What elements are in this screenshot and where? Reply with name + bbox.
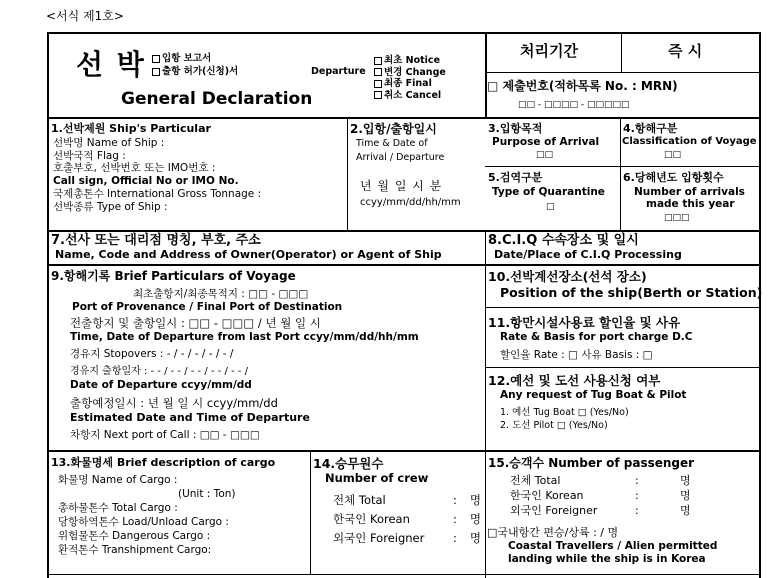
form-number: <서식 제1호> xyxy=(46,9,124,23)
s9-est-departure-en: Estimated Date and Time of Departure xyxy=(70,411,310,424)
s13-fields xyxy=(58,473,236,557)
s9-last-port[interactable]: 전출항지 및 출항일시 : □□ - □□□ / 년 월 일 시 xyxy=(70,316,321,330)
s9-est-departure[interactable]: 출항예정일시 : 년 월 일 시 ccyy/mm/dd xyxy=(70,396,278,410)
s15-coastal[interactable]: □국내항간 편승/상륙 : / 명 xyxy=(487,526,619,539)
s9-stopover-dates[interactable]: 경유지 출항일자 : - - / - - / - - / - - / - - / xyxy=(70,366,248,377)
hline-row1-bottom xyxy=(47,230,761,232)
s15-total-row[interactable]: 전체 Total : 명 xyxy=(510,474,691,487)
s1-tonnage[interactable]: 국제총톤수 International Gross Tonnage : xyxy=(53,187,262,200)
vline-s1-s2 xyxy=(347,118,348,230)
s13-unit: (Unit : Ton) xyxy=(178,488,236,500)
s3-box[interactable]: □□ xyxy=(536,150,554,160)
s13-title: 13.화물명세 Brief description of cargo xyxy=(51,456,276,469)
s1-title: 1.선박제원 Ship's Particular xyxy=(51,122,211,135)
s6-title: 6.당해년도 입항횟수 xyxy=(623,171,724,184)
s2-sub2: Arrival / Departure xyxy=(356,152,445,163)
frame-left xyxy=(47,32,49,578)
s1-call-sign-kr[interactable]: 호출부호, 선박번호 또는 IMO번호 : xyxy=(53,162,216,175)
vline-s3-s4 xyxy=(620,118,621,230)
opt-departure xyxy=(152,67,238,77)
s12-en: Any request of Tug Boat & Pilot xyxy=(500,389,687,401)
title-korean: 선 박 xyxy=(76,48,146,81)
s11-title: 11.항만시설사용료 할인율 및 사유 xyxy=(488,315,681,330)
processing-period-label: 처리기간 xyxy=(520,42,578,60)
s12-title: 12.예선 및 도선 사용신청 여부 xyxy=(488,373,661,388)
s6-en1: Number of arrivals xyxy=(634,186,745,198)
opt-entry xyxy=(152,54,211,64)
vline-s14-s15 xyxy=(485,450,486,578)
s12-tug[interactable]: 1. 예선 Tug Boat □ (Yes/No) xyxy=(500,407,629,418)
hline-bottom-partial xyxy=(47,574,761,575)
s5-en: Type of Quarantine xyxy=(492,186,605,198)
s13-cargo-name[interactable]: 화물명 Name of Cargo : xyxy=(58,474,178,486)
s14-korean-row[interactable]: 한국인 Korean : 명 xyxy=(333,512,481,526)
departure-label: Departure xyxy=(311,66,366,77)
s8-title: 8.C.I.Q 수속장소 및 일시 xyxy=(488,233,639,248)
s1-call-sign-en: Call sign, Official No or IMO No. xyxy=(53,175,239,188)
s13-dangerous[interactable]: 위험물톤수 Dangerous Cargo : xyxy=(58,530,211,542)
s12-pilot[interactable]: 2. 도선 Pilot □ (Yes/No) xyxy=(500,420,608,431)
s5-title: 5.검역구분 xyxy=(488,171,543,184)
s11-en: Rate & Basis for port charge D.C xyxy=(500,331,693,343)
s14-en: Number of crew xyxy=(325,471,429,485)
header-vline-main xyxy=(485,32,487,118)
s6-box[interactable]: □□□ xyxy=(664,213,690,223)
hline-row3-bottom xyxy=(47,450,761,452)
header-divider xyxy=(47,117,761,119)
s1-fields xyxy=(53,137,261,213)
checkbox-departure[interactable] xyxy=(152,68,160,76)
s4-en: Classification of Voyage xyxy=(622,136,757,147)
vline-s13-s14 xyxy=(310,450,311,575)
s9-last-port-en: Time, Date of Departure from last Port ccyy/mm/dd/hh/mm xyxy=(70,331,419,343)
title-english: General Declaration xyxy=(121,89,313,109)
s15-rows xyxy=(510,473,720,518)
s1-ship-type[interactable]: 선박종류 Type of Ship : xyxy=(53,200,168,213)
s3-en: Purpose of Arrival xyxy=(492,136,600,148)
s15-title: 15.승객수 Number of passenger xyxy=(488,456,695,470)
submission-no-format: □□ - □□□□ - □□□□□ xyxy=(518,100,630,110)
s10-title: 10.선박계선장소(선석 장소) xyxy=(488,269,647,284)
s15-korean-row[interactable]: 한국인 Korean : 명 xyxy=(510,489,691,502)
s2-title: 2.입항/출항일시 xyxy=(350,122,437,136)
s9-departure-date: Date of Departure ccyy/mm/dd xyxy=(70,379,252,391)
s2-date-kr[interactable]: 년 월 일 시 분 xyxy=(360,179,443,193)
s14-foreigner-row[interactable]: 외국인 Foreigner : 명 xyxy=(333,531,481,545)
s4-box[interactable]: □□ xyxy=(664,150,682,160)
check-change[interactable]: 변경 Change xyxy=(374,67,446,79)
hline-s3-s5 xyxy=(485,166,761,167)
s5-box[interactable]: □ xyxy=(546,202,555,212)
hline-row2-bottom xyxy=(47,264,761,266)
s7-title: 7.선사 또는 대리점 명칭, 부호, 주소 xyxy=(51,233,261,248)
frame-right xyxy=(759,32,761,578)
hline-s10-bottom xyxy=(485,307,761,308)
s4-title: 4.항해구분 xyxy=(623,122,678,135)
s3-title: 3.입항목적 xyxy=(488,122,543,135)
processing-period-value: 즉 시 xyxy=(668,42,703,60)
s9-origin-dest[interactable]: 최초출항지/최종목적지 : □□ - □□□ xyxy=(133,288,309,300)
s1-flag[interactable]: 선박국적 Flag : xyxy=(53,149,126,162)
submission-no-label: □ 제출번호(적하목록 No. : MRN) xyxy=(487,79,678,93)
s6-en2: made this year xyxy=(646,198,735,210)
opt-departure-label: 출항 허가(신청)서 xyxy=(162,66,239,77)
frame-top xyxy=(47,32,761,34)
opt-entry-label: 입항 보고서 xyxy=(162,53,212,64)
s9-origin-dest-en: Port of Provenance / Final Port of Destination xyxy=(72,301,343,313)
s13-total-cargo[interactable]: 총하물톤수 Total Cargo : xyxy=(58,502,178,514)
s10-en: Position of the ship(Berth or Station) xyxy=(500,285,763,300)
s9-title: 9.항해기록 Brief Particulars of Voyage xyxy=(51,269,296,283)
report-type-checks xyxy=(374,55,446,101)
s9-next-port[interactable]: 차항지 Next port of Call : □□ - □□□ xyxy=(70,429,260,441)
checkbox-entry[interactable] xyxy=(152,55,160,63)
s13-load-unload[interactable]: 당항하역톤수 Load/Unload Cargo : xyxy=(58,516,229,528)
s1-ship-name[interactable]: 선박명 Name of Ship : xyxy=(53,137,165,149)
s2-date-format: ccyy/mm/dd/hh/mm xyxy=(360,197,461,208)
s14-title: 14.승무원수 xyxy=(313,456,384,471)
check-notice[interactable]: 최초 Notice xyxy=(374,55,446,67)
s15-foreigner-row[interactable]: 외국인 Foreigner : 명 xyxy=(510,504,691,517)
s14-total-row[interactable]: 전체 Total : 명 xyxy=(333,493,481,507)
hline-s11-bottom xyxy=(485,367,761,368)
header-vline-period xyxy=(621,32,622,72)
s9-stopovers[interactable]: 경유지 Stopovers : - / - / - / - / - / xyxy=(70,348,234,360)
header-hline-period xyxy=(485,72,761,73)
s2-sub1: Time & Date of xyxy=(356,138,428,149)
s14-rows xyxy=(333,491,483,548)
s8-en: Date/Place of C.I.Q Processing xyxy=(494,248,682,261)
s15-coastal-en1: Coastal Travellers / Alien permitted xyxy=(508,540,718,552)
vline-s7-s8 xyxy=(485,230,486,450)
s7-en: Name, Code and Address of Owner(Operator) or Agent of Ship xyxy=(55,248,442,261)
s13-transhipment[interactable]: 환적톤수 Transhipment Cargo: xyxy=(58,544,212,556)
s11-rate[interactable]: 할인율 Rate : □ 사유 Basis : □ xyxy=(500,349,653,361)
s15-coastal-en2: landing while the ship is in Korea xyxy=(508,553,706,565)
check-final[interactable]: 최종 Final xyxy=(374,78,446,90)
check-cancel[interactable]: 취소 Cancel xyxy=(374,90,446,102)
